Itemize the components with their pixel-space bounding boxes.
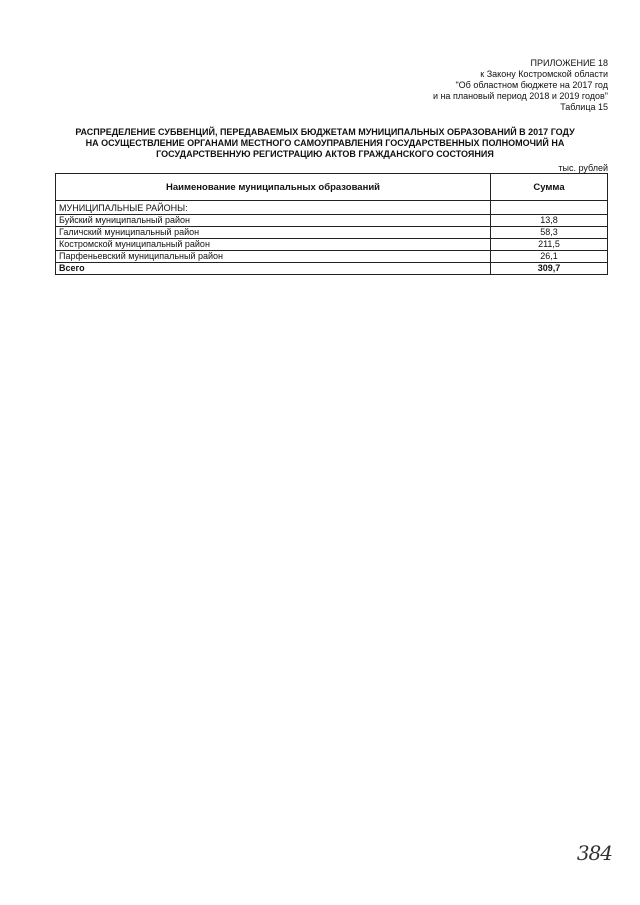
title-line-2: НА ОСУЩЕСТВЛЕНИЕ ОРГАНАМИ МЕСТНОГО САМОУПРАВЛЕНИЯ ГОСУДАРСТВЕННЫХ ПОЛНОМОЧИЙ НА (85, 138, 565, 148)
title-line-1: РАСПРЕДЕЛЕНИЕ СУБВЕНЦИЙ, ПЕРЕДАВАЕМЫХ БЮДЖЕТАМ МУНИЦИПАЛЬНЫХ ОБРАЗОВАНИЙ В 2017 ГОДУ (75, 127, 575, 137)
units-label: тыс. рублей (558, 163, 608, 173)
row-sum: 13,8 (491, 215, 608, 227)
total-label: Всего (56, 263, 491, 275)
row-sum: 211,5 (491, 239, 608, 251)
annex-table-number: Таблица 15 (560, 102, 608, 112)
row-name: Парфеньевский муниципальный район (56, 251, 491, 263)
table-row (56, 215, 608, 227)
header-name: Наименование муниципальных образований (56, 174, 491, 201)
section-empty-cell (491, 201, 608, 215)
table-row (56, 251, 608, 263)
header-sum: Сумма (491, 174, 608, 201)
document-title (40, 127, 610, 160)
total-row (56, 263, 608, 275)
table-row (56, 239, 608, 251)
row-name: Галичский муниципальный район (56, 227, 491, 239)
annex-law-title: "Об областном бюджете на 2017 год (455, 80, 608, 90)
table-header-row (56, 174, 608, 201)
annex-header (433, 58, 608, 113)
handwritten-page-number: 384 (576, 841, 612, 865)
total-sum: 309,7 (491, 263, 608, 275)
row-name: Буйский муниципальный район (56, 215, 491, 227)
row-sum: 26,1 (491, 251, 608, 263)
subventions-table (55, 173, 608, 275)
annex-law-period: и на плановый период 2018 и 2019 годов" (432, 91, 608, 101)
section-label: МУНИЦИПАЛЬНЫЕ РАЙОНЫ: (56, 201, 491, 215)
section-row (56, 201, 608, 215)
row-name: Костромской муниципальный район (56, 239, 491, 251)
row-sum: 58,3 (491, 227, 608, 239)
table-row (56, 227, 608, 239)
annex-law-ref: к Закону Костромской области (480, 69, 608, 79)
annex-number: ПРИЛОЖЕНИЕ 18 (530, 58, 608, 68)
title-line-3: ГОСУДАРСТВЕННУЮ РЕГИСТРАЦИЮ АКТОВ ГРАЖДАНСКОГО СОСТОЯНИЯ (156, 149, 494, 159)
